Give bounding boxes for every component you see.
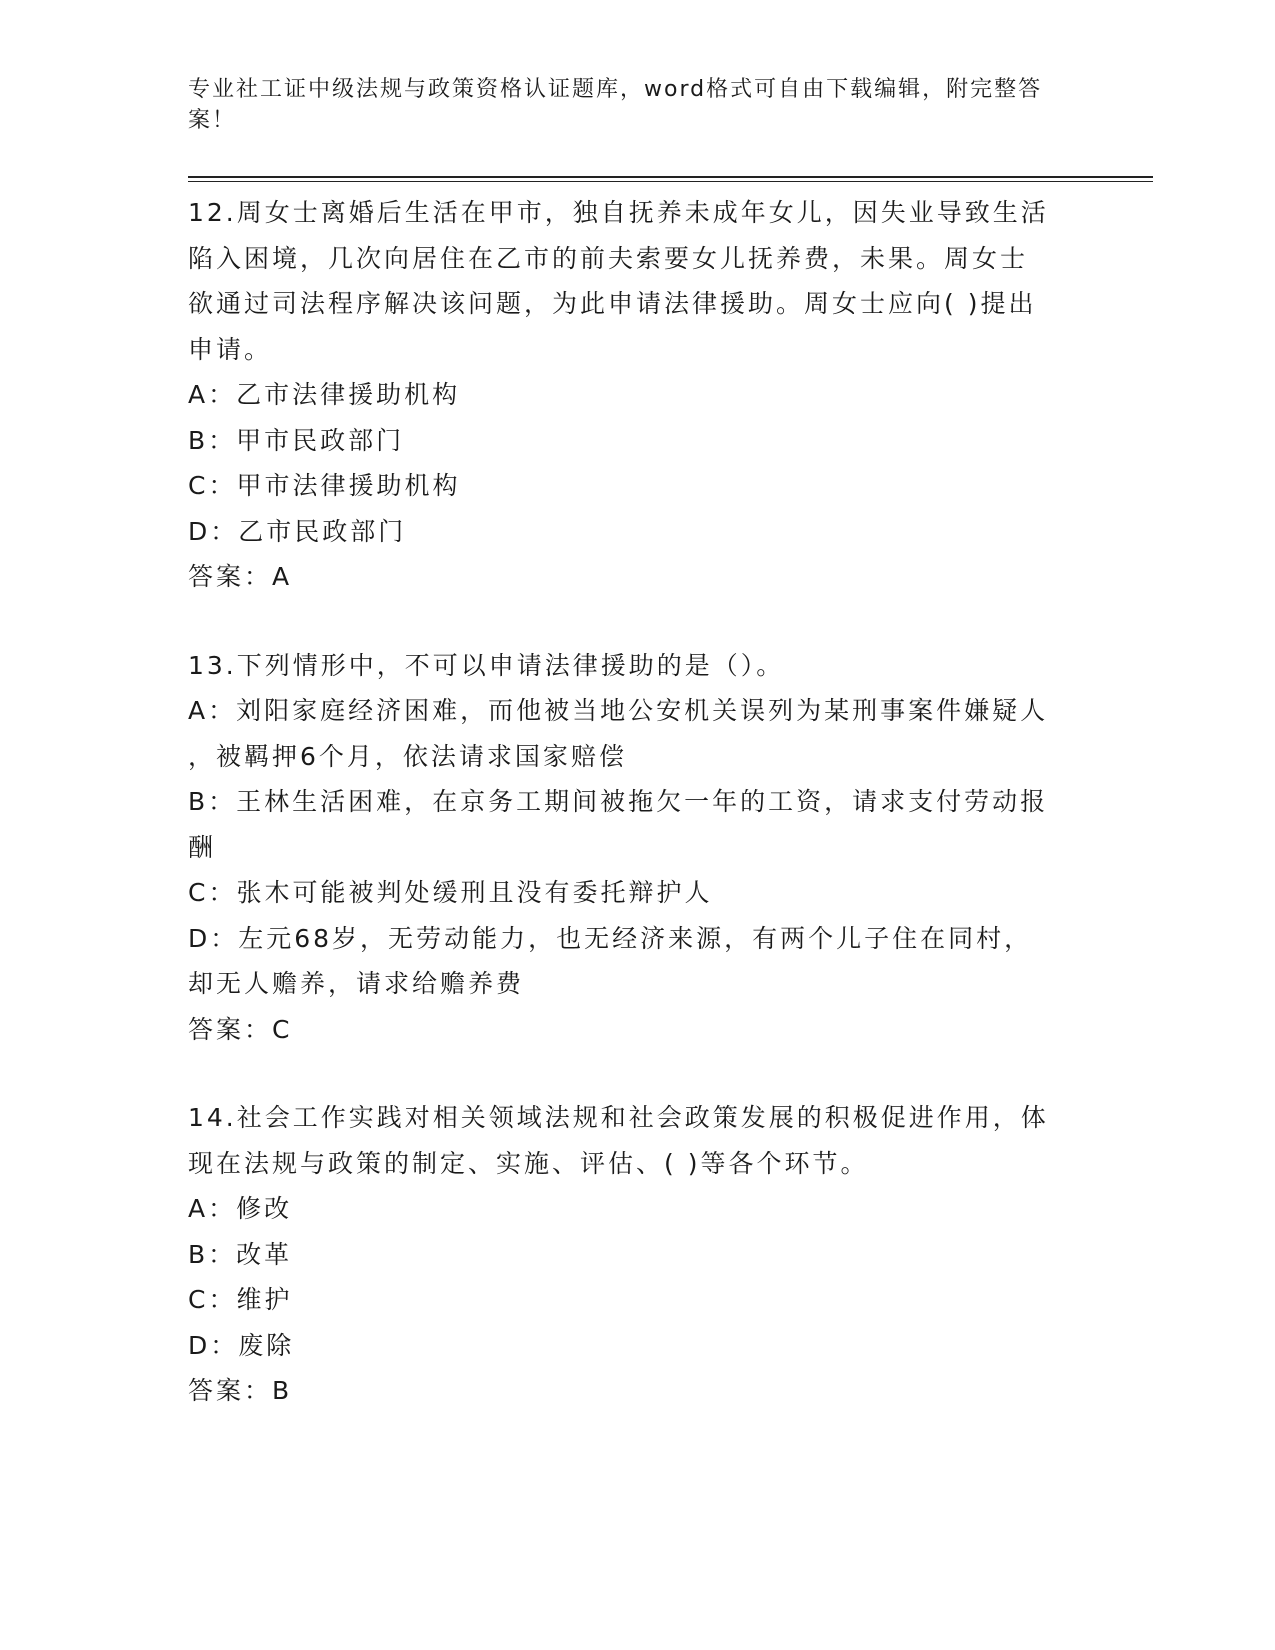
question-stem-line: 12.周女士离婚后生活在甲市，独自抚养未成年女儿，因失业导致生活 <box>188 198 1049 227</box>
spacer <box>188 1052 1068 1095</box>
option-b-continued: 酬 <box>188 832 217 862</box>
answer: 答案：C <box>188 1014 293 1044</box>
option-b: B：王林生活困难，在京务工期间被拖欠一年的工资，请求支付劳动报 <box>188 787 1049 816</box>
option-a: A：刘阳家庭经济困难，而他被当地公安机关误列为某刑事案件嫌疑人 <box>188 696 1049 725</box>
question-12 <box>188 190 1068 600</box>
spacer <box>188 600 1068 643</box>
header-line-1: 专业社工证中级法规与政策资格认证题库，word格式可自由下载编辑，附完整答 <box>188 77 1043 102</box>
question-stem-line: 14.社会工作实践对相关领域法规和社会政策发展的积极促进作用，体 <box>188 1103 1049 1132</box>
page-header <box>188 74 1068 136</box>
option-c: C：维护 <box>188 1285 293 1314</box>
answer: 答案：B <box>188 1376 293 1405</box>
question-13 <box>188 643 1068 1053</box>
option-d: D：左元68岁，无劳动能力，也无经济来源，有两个儿子住在同村， <box>188 923 1033 953</box>
option-b: B：改革 <box>188 1239 293 1269</box>
header-line-2: 案！ <box>188 108 237 133</box>
option-c: C：甲市法律援助机构 <box>188 471 461 500</box>
option-b: B：甲市民政部门 <box>188 425 405 455</box>
question-stem-line: 欲通过司法程序解决该问题，为此申请法律援助。周女士应向( )提出 <box>188 289 1037 318</box>
option-d-continued: 却无人赡养，请求给赡养费 <box>188 969 525 998</box>
option-a-continued: ，被羁押6个月，依法请求国家赔偿 <box>188 741 627 771</box>
answer: 答案：A <box>188 562 293 591</box>
question-stem-line: 13.下列情形中，不可以申请法律援助的是（）。 <box>188 650 785 680</box>
header-divider-thin <box>188 181 1153 182</box>
question-stem-line: 陷入困境，几次向居住在乙市的前夫索要女儿抚养费，未果。周女士 <box>188 243 1029 273</box>
question-list <box>188 190 1068 1414</box>
option-d: D：废除 <box>188 1330 295 1360</box>
option-a: A：修改 <box>188 1194 293 1223</box>
question-stem-line: 申请。 <box>188 334 273 364</box>
option-a: A：乙市法律援助机构 <box>188 380 461 409</box>
question-stem-line: 现在法规与政策的制定、实施、评估、( )等各个环节。 <box>188 1148 869 1178</box>
header-divider <box>188 176 1153 178</box>
option-c: C：张木可能被判处缓刑且没有委托辩护人 <box>188 878 713 907</box>
question-14 <box>188 1095 1068 1414</box>
option-d: D：乙市民政部门 <box>188 516 407 546</box>
